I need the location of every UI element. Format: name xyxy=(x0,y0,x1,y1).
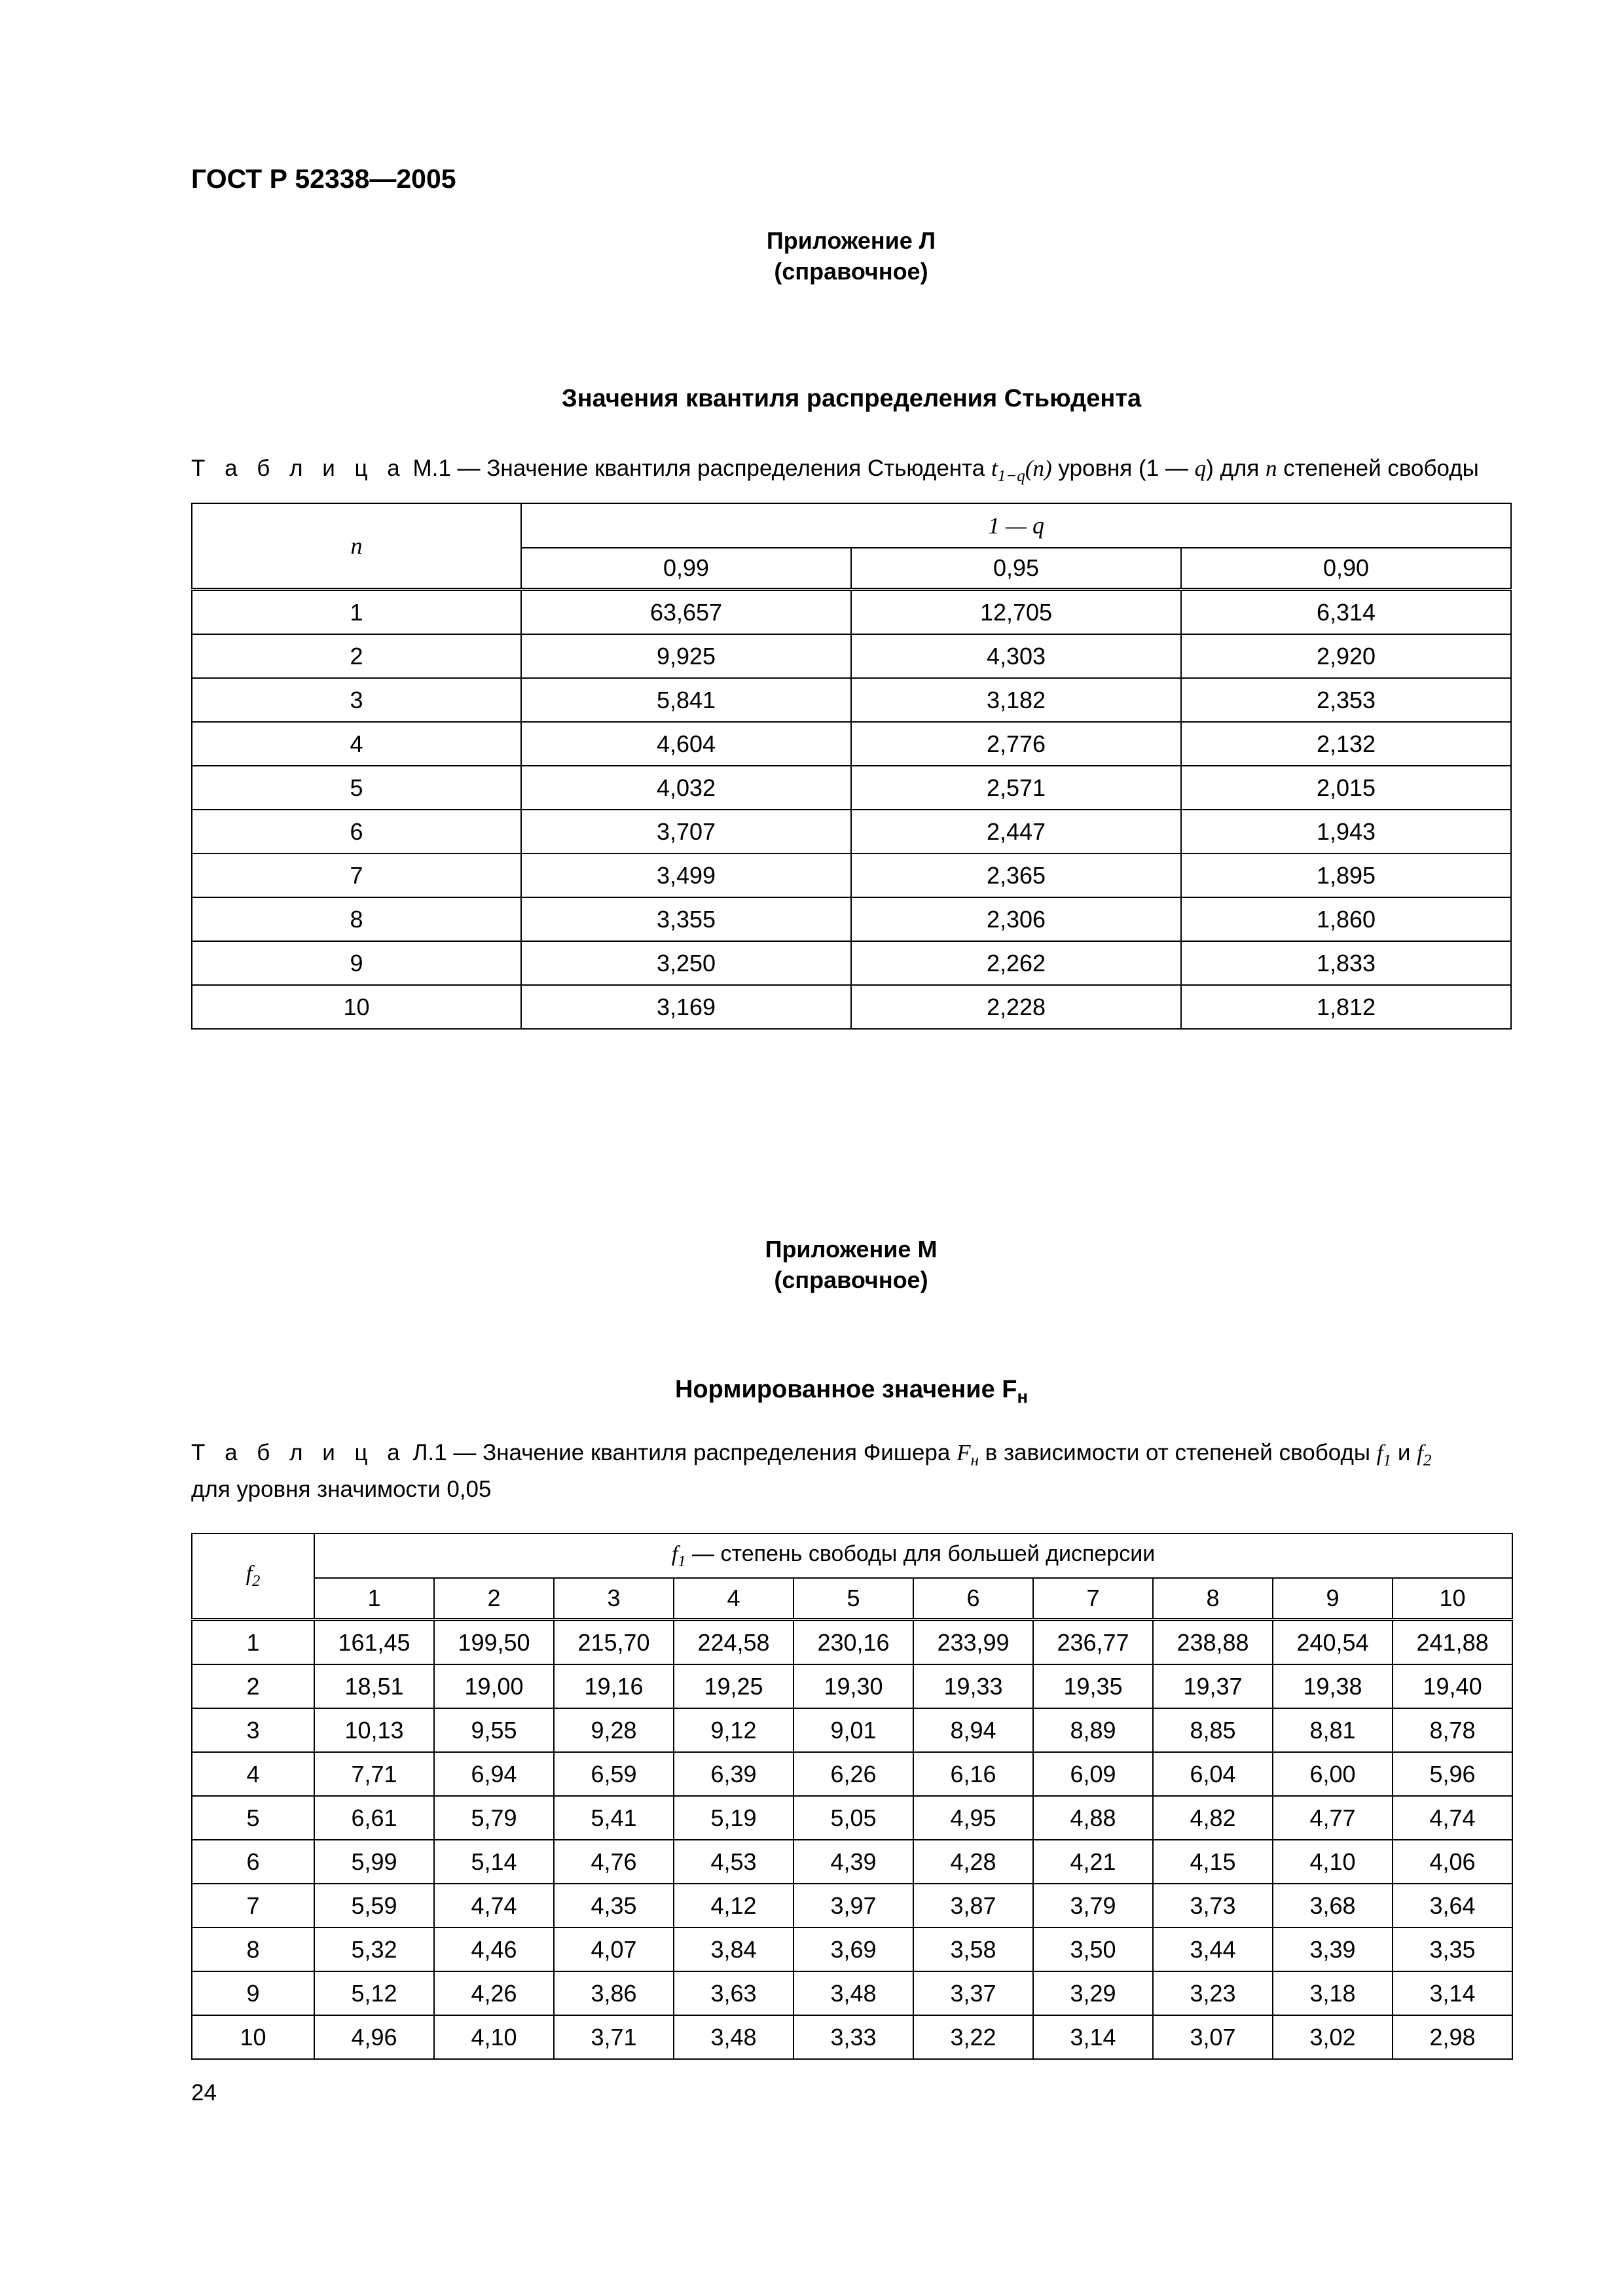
table-row xyxy=(192,1840,1512,1884)
value-cell: 3,87 xyxy=(913,1884,1033,1928)
value-cell: 8,78 xyxy=(1393,1708,1512,1752)
table-m-column-header: 6 xyxy=(913,1578,1033,1620)
appendix-l-label: Приложение Л xyxy=(766,227,936,254)
value-cell: 3,64 xyxy=(1393,1884,1512,1928)
value-cell: 161,45 xyxy=(314,1620,434,1665)
value-cell: 4,95 xyxy=(913,1796,1033,1840)
value-cell: 3,37 xyxy=(913,1971,1033,2015)
value-cell: 3,707 xyxy=(521,810,851,853)
value-cell: 2,353 xyxy=(1181,678,1511,722)
value-cell: 5,99 xyxy=(314,1840,434,1884)
value-cell: 3,69 xyxy=(793,1928,913,1971)
value-cell: 1,812 xyxy=(1181,985,1511,1029)
row-label-cell: 2 xyxy=(192,1664,314,1708)
student-symbol: $t_{1-q}(n)$ xyxy=(991,456,1052,485)
appendix-m-kind: (справочное) xyxy=(774,1266,928,1293)
value-cell: 3,48 xyxy=(674,2015,793,2059)
table-row xyxy=(192,853,1511,897)
row-label-cell: 7 xyxy=(192,1884,314,1928)
table-m-column-header: 5 xyxy=(793,1578,913,1620)
row-label-cell: 9 xyxy=(192,1971,314,2015)
value-cell: 3,29 xyxy=(1033,1971,1153,2015)
value-cell: 6,61 xyxy=(314,1796,434,1840)
value-cell: 4,96 xyxy=(314,2015,434,2059)
value-cell: 2,98 xyxy=(1393,2015,1512,2059)
value-cell: 9,925 xyxy=(521,634,851,678)
value-cell: 3,48 xyxy=(793,1971,913,2015)
value-cell: 3,35 xyxy=(1393,1928,1512,1971)
value-cell: 3,86 xyxy=(554,1971,674,2015)
value-cell: 3,79 xyxy=(1033,1884,1153,1928)
value-cell: 6,26 xyxy=(793,1752,913,1796)
value-cell: 4,032 xyxy=(521,766,851,810)
value-cell: 6,39 xyxy=(674,1752,793,1796)
value-cell: 19,40 xyxy=(1393,1664,1512,1708)
table-row xyxy=(192,1884,1512,1928)
value-cell: 6,314 xyxy=(1181,590,1511,635)
appendix-l-heading xyxy=(655,225,1048,287)
value-cell: 9,01 xyxy=(793,1708,913,1752)
value-cell: 2,015 xyxy=(1181,766,1511,810)
value-cell: 1,943 xyxy=(1181,810,1511,853)
row-label-cell: 6 xyxy=(192,1840,314,1884)
value-cell: 4,10 xyxy=(1273,1840,1393,1884)
value-cell: 3,18 xyxy=(1273,1971,1393,2015)
caption-prefix: Т а б л и ц а xyxy=(191,1440,407,1465)
value-cell: 2,306 xyxy=(851,897,1181,941)
value-cell: 3,44 xyxy=(1153,1928,1273,1971)
value-cell: 3,84 xyxy=(674,1928,793,1971)
table-l-column-header: 0,90 xyxy=(1181,548,1511,590)
appendix-l-kind: (справочное) xyxy=(774,258,928,285)
row-label-cell: 5 xyxy=(192,1796,314,1840)
value-cell: 3,97 xyxy=(793,1884,913,1928)
value-cell: 4,12 xyxy=(674,1884,793,1928)
value-cell: 199,50 xyxy=(434,1620,554,1665)
table-row xyxy=(192,1620,1512,1665)
value-cell: 236,77 xyxy=(1033,1620,1153,1665)
caption-prefix: Т а б л и ц а xyxy=(191,456,407,481)
table-row xyxy=(192,766,1511,810)
table-row xyxy=(192,810,1511,853)
table-row xyxy=(192,1796,1512,1840)
value-cell: 4,53 xyxy=(674,1840,793,1884)
value-cell: 3,39 xyxy=(1273,1928,1393,1971)
value-cell: 6,59 xyxy=(554,1752,674,1796)
value-cell: 3,14 xyxy=(1393,1971,1512,2015)
value-cell: 4,21 xyxy=(1033,1840,1153,1884)
value-cell: 12,705 xyxy=(851,590,1181,635)
row-label-cell: 8 xyxy=(192,897,521,941)
value-cell: 4,26 xyxy=(434,1971,554,2015)
value-cell: 5,12 xyxy=(314,1971,434,2015)
value-cell: 3,33 xyxy=(793,2015,913,2059)
value-cell: 6,00 xyxy=(1273,1752,1393,1796)
value-cell: 3,07 xyxy=(1153,2015,1273,2059)
value-cell: 3,250 xyxy=(521,941,851,985)
value-cell: 8,81 xyxy=(1273,1708,1393,1752)
value-cell: 19,37 xyxy=(1153,1664,1273,1708)
value-cell: 238,88 xyxy=(1153,1620,1273,1665)
table-l-column-header: 0,95 xyxy=(851,548,1181,590)
value-cell: 4,604 xyxy=(521,722,851,766)
value-cell: 4,88 xyxy=(1033,1796,1153,1840)
table-row xyxy=(192,1752,1512,1796)
value-cell: 4,07 xyxy=(554,1928,674,1971)
value-cell: 3,14 xyxy=(1033,2015,1153,2059)
value-cell: 5,05 xyxy=(793,1796,913,1840)
value-cell: 4,10 xyxy=(434,2015,554,2059)
value-cell: 2,571 xyxy=(851,766,1181,810)
value-cell: 4,39 xyxy=(793,1840,913,1884)
table-m-column-header: 2 xyxy=(434,1578,554,1620)
row-label-cell: 3 xyxy=(192,1708,314,1752)
value-cell: 2,920 xyxy=(1181,634,1511,678)
table-l-group-header: 1 — q xyxy=(521,503,1511,548)
value-cell: 3,499 xyxy=(521,853,851,897)
value-cell: 2,447 xyxy=(851,810,1181,853)
table-l-row-header: n xyxy=(192,503,521,590)
value-cell: 9,12 xyxy=(674,1708,793,1752)
table-l-column-header: 0,99 xyxy=(521,548,851,590)
value-cell: 1,895 xyxy=(1181,853,1511,897)
value-cell: 241,88 xyxy=(1393,1620,1512,1665)
value-cell: 3,50 xyxy=(1033,1928,1153,1971)
table-row xyxy=(192,1928,1512,1971)
value-cell: 6,09 xyxy=(1033,1752,1153,1796)
row-label-cell: 6 xyxy=(192,810,521,853)
caption-line-2: для уровня значимости 0,05 xyxy=(191,1477,492,1502)
value-cell: 6,94 xyxy=(434,1752,554,1796)
table-row xyxy=(192,590,1511,635)
value-cell: 3,02 xyxy=(1273,2015,1393,2059)
table-m-row-header: $f_2$ xyxy=(192,1534,314,1620)
value-cell: 3,71 xyxy=(554,2015,674,2059)
value-cell: 8,85 xyxy=(1153,1708,1273,1752)
table-row xyxy=(192,634,1511,678)
row-label-cell: 4 xyxy=(192,722,521,766)
value-cell: 4,74 xyxy=(1393,1796,1512,1840)
value-cell: 5,59 xyxy=(314,1884,434,1928)
table-m-column-header: 10 xyxy=(1393,1578,1512,1620)
value-cell: 5,96 xyxy=(1393,1752,1512,1796)
row-label-cell: 4 xyxy=(192,1752,314,1796)
row-label-cell: 10 xyxy=(192,985,521,1029)
table-row xyxy=(192,678,1511,722)
value-cell: 3,22 xyxy=(913,2015,1033,2059)
table-row xyxy=(192,1971,1512,2015)
value-cell: 8,94 xyxy=(913,1708,1033,1752)
value-cell: 5,841 xyxy=(521,678,851,722)
row-label-cell: 1 xyxy=(192,1620,314,1665)
table-row xyxy=(192,1664,1512,1708)
value-cell: 8,89 xyxy=(1033,1708,1153,1752)
value-cell: 240,54 xyxy=(1273,1620,1393,1665)
table-row xyxy=(192,722,1511,766)
value-cell: 19,33 xyxy=(913,1664,1033,1708)
value-cell: 2,132 xyxy=(1181,722,1511,766)
value-cell: 224,58 xyxy=(674,1620,793,1665)
table-row xyxy=(192,2015,1512,2059)
value-cell: 1,860 xyxy=(1181,897,1511,941)
table-row xyxy=(192,941,1511,985)
value-cell: 2,776 xyxy=(851,722,1181,766)
value-cell: 4,77 xyxy=(1273,1796,1393,1840)
value-cell: 3,23 xyxy=(1153,1971,1273,2015)
value-cell: 4,303 xyxy=(851,634,1181,678)
appendix-m-heading xyxy=(655,1234,1048,1295)
value-cell: 5,19 xyxy=(674,1796,793,1840)
value-cell: 3,68 xyxy=(1273,1884,1393,1928)
row-label-cell: 10 xyxy=(192,2015,314,2059)
value-cell: 9,28 xyxy=(554,1708,674,1752)
value-cell: 4,35 xyxy=(554,1884,674,1928)
fisher-symbol: $F_н$ xyxy=(957,1440,979,1469)
row-label-cell: 1 xyxy=(192,590,521,635)
value-cell: 19,35 xyxy=(1033,1664,1153,1708)
value-cell: 4,06 xyxy=(1393,1840,1512,1884)
value-cell: 4,46 xyxy=(434,1928,554,1971)
row-label-cell: 9 xyxy=(192,941,521,985)
value-cell: 19,16 xyxy=(554,1664,674,1708)
value-cell: 1,833 xyxy=(1181,941,1511,985)
value-cell: 3,63 xyxy=(674,1971,793,2015)
value-cell: 5,41 xyxy=(554,1796,674,1840)
value-cell: 5,79 xyxy=(434,1796,554,1840)
value-cell: 3,169 xyxy=(521,985,851,1029)
value-cell: 3,182 xyxy=(851,678,1181,722)
row-label-cell: 8 xyxy=(192,1928,314,1971)
value-cell: 19,25 xyxy=(674,1664,793,1708)
value-cell: 18,51 xyxy=(314,1664,434,1708)
value-cell: 2,262 xyxy=(851,941,1181,985)
value-cell: 215,70 xyxy=(554,1620,674,1665)
table-m-caption: Т а б л и ц а Л.1 — Значение квантиля распределения Фишера $F_н$ в зависимости от степеней свободы $f_1$ и $f_2$ для уровня значимости 0,05 xyxy=(191,1439,1520,1504)
table-m-column-header: 3 xyxy=(554,1578,674,1620)
page-number: 24 xyxy=(191,2080,217,2106)
value-cell: 4,74 xyxy=(434,1884,554,1928)
value-cell: 230,16 xyxy=(793,1620,913,1665)
table-row xyxy=(192,985,1511,1029)
row-label-cell: 2 xyxy=(192,634,521,678)
table-row xyxy=(192,1708,1512,1752)
appendix-m-label: Приложение М xyxy=(765,1236,938,1263)
appendix-l-title: Значения квантиля распределения Стьюдента xyxy=(561,385,1142,412)
appendix-m-title: Нормированное значение $F_н$ xyxy=(674,1376,1029,1407)
table-m-column-header: 8 xyxy=(1153,1578,1273,1620)
value-cell: 6,16 xyxy=(913,1752,1033,1796)
value-cell: 3,355 xyxy=(521,897,851,941)
value-cell: 4,28 xyxy=(913,1840,1033,1884)
value-cell: 63,657 xyxy=(521,590,851,635)
value-cell: 19,30 xyxy=(793,1664,913,1708)
student-quantile-table xyxy=(191,503,1512,1030)
value-cell: 3,73 xyxy=(1153,1884,1273,1928)
value-cell: 10,13 xyxy=(314,1708,434,1752)
table-m-column-header: 9 xyxy=(1273,1578,1393,1620)
row-label-cell: 3 xyxy=(192,678,521,722)
table-m-column-header: 4 xyxy=(674,1578,793,1620)
value-cell: 5,32 xyxy=(314,1928,434,1971)
row-label-cell: 7 xyxy=(192,853,521,897)
table-m-column-header: 7 xyxy=(1033,1578,1153,1620)
fisher-quantile-table xyxy=(191,1533,1513,2060)
value-cell: 19,38 xyxy=(1273,1664,1393,1708)
table-m-group-header: $f_1$ — степень свободы для большей дисперсии xyxy=(314,1534,1512,1578)
table-l-caption: Т а б л и ц а М.1 — Значение квантиля распределения Стьюдента $t_{1-q}(n)$ уровня (1 — q) для n степеней свободы xyxy=(191,456,1479,485)
table-row xyxy=(192,897,1511,941)
value-cell: 4,82 xyxy=(1153,1796,1273,1840)
value-cell: 6,04 xyxy=(1153,1752,1273,1796)
value-cell: 4,15 xyxy=(1153,1840,1273,1884)
table-m-column-header: 1 xyxy=(314,1578,434,1620)
value-cell: 2,228 xyxy=(851,985,1181,1029)
value-cell: 3,58 xyxy=(913,1928,1033,1971)
row-label-cell: 5 xyxy=(192,766,521,810)
value-cell: 4,76 xyxy=(554,1840,674,1884)
value-cell: 9,55 xyxy=(434,1708,554,1752)
value-cell: 19,00 xyxy=(434,1664,554,1708)
value-cell: 2,365 xyxy=(851,853,1181,897)
value-cell: 5,14 xyxy=(434,1840,554,1884)
standard-designation: ГОСТ Р 52338—2005 xyxy=(191,164,456,194)
value-cell: 233,99 xyxy=(913,1620,1033,1665)
value-cell: 7,71 xyxy=(314,1752,434,1796)
